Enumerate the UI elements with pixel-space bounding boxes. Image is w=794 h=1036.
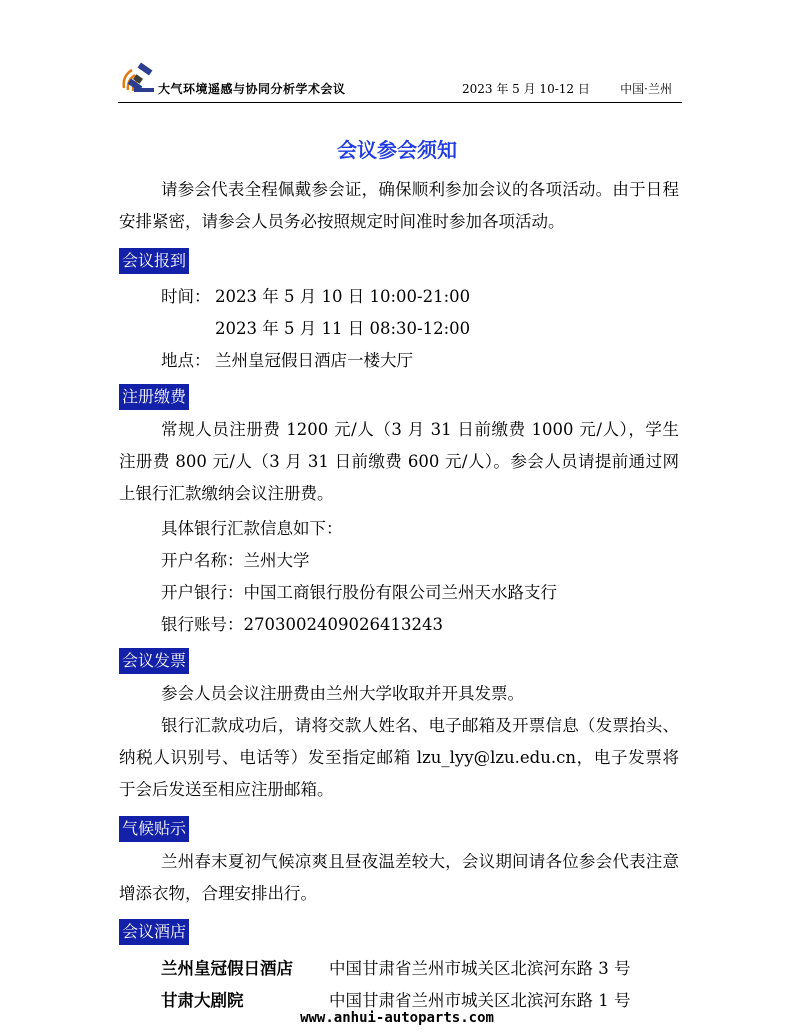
page-title: 会议参会须知	[337, 138, 457, 162]
section-climate-heading: 气候贴示	[119, 816, 189, 842]
registration-place-label: 地点：	[161, 351, 211, 370]
account-name: 开户名称：兰州大学	[161, 551, 310, 570]
conference-date: 2023 年 5 月 10-12 日	[462, 82, 590, 96]
hotel-name: 兰州皇冠假日酒店	[161, 959, 293, 978]
registration-place: 兰州皇冠假日酒店一楼大厅	[215, 351, 413, 370]
registration-time-1: 2023 年 5 月 10 日 10:00-21:00	[215, 287, 471, 306]
section-hotel-heading: 会议酒店	[119, 919, 189, 945]
bank-name: 开户银行：中国工商银行股份有限公司兰州天水路支行	[161, 583, 557, 602]
satellite-logo-icon	[118, 58, 158, 96]
invoice-paragraph-2: 银行汇款成功后，请将交款人姓名、电子邮箱及开票信息（发票抬头、纳税人识别号、电话等）发至指定邮箱 lzu_lyy@lzu.edu.cn，电子发票将于会后发送至相应注册邮箱。	[119, 716, 679, 799]
conference-location: 中国·兰州	[620, 82, 672, 96]
hotel-name: 甘肃大剧院	[161, 991, 244, 1010]
climate-paragraph: 兰州春末夏初气候凉爽且昼夜温差较大，会议期间请各位参会代表注意增添衣物，合理安排出行。	[119, 852, 679, 903]
invoice-paragraph-1: 参会人员会议注册费由兰州大学收取并开具发票。	[161, 684, 524, 703]
account-number: 银行账号：2703002409026413243	[161, 615, 443, 634]
page-header	[118, 58, 682, 103]
footer-url[interactable]: www.anhui-autoparts.com	[300, 1010, 494, 1026]
conference-name: 大气环境遥感与协同分析学术会议	[158, 82, 346, 96]
fee-paragraph: 常规人员注册费 1200 元/人（3 月 31 日前缴费 1000 元/人），学生注册费 800 元/人（3 月 31 日前缴费 600 元/人）。参会人员请提前通过网上银行汇款缴纳会议注册费。	[119, 420, 679, 503]
registration-time-2: 2023 年 5 月 11 日 08:30-12:00	[215, 319, 471, 338]
section-fee-heading: 注册缴费	[119, 384, 189, 410]
intro-paragraph: 请参会代表全程佩戴参会证，确保顺利参加会议的各项活动。由于日程安排紧密，请参会人员务必按照规定时间准时参加各项活动。	[119, 180, 679, 231]
registration-time-label: 时间：	[161, 287, 211, 306]
hotel-address: 中国甘肃省兰州市城关区北滨河东路 3 号	[329, 959, 631, 978]
section-registration-heading: 会议报到	[119, 248, 189, 274]
hotel-address: 中国甘肃省兰州市城关区北滨河东路 1 号	[329, 991, 631, 1010]
bank-info-intro: 具体银行汇款信息如下：	[161, 519, 343, 538]
section-invoice-heading: 会议发票	[119, 648, 189, 674]
